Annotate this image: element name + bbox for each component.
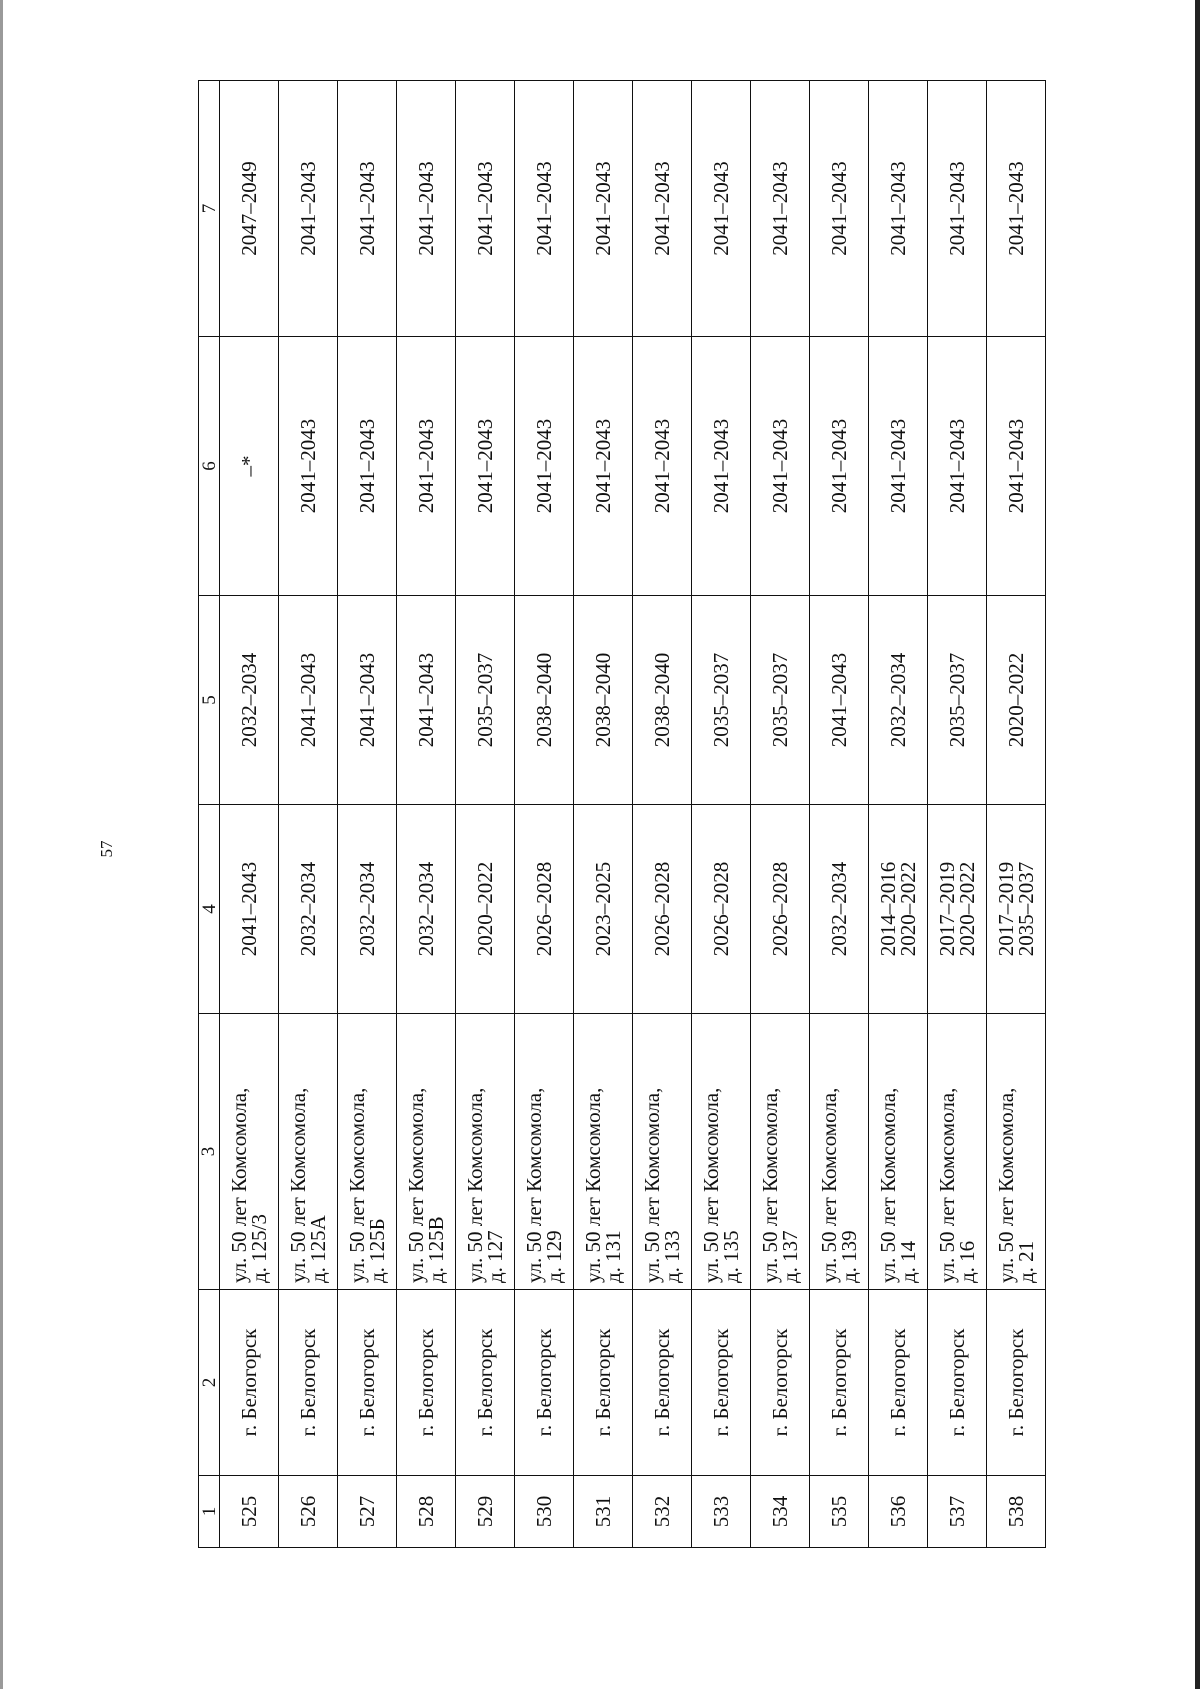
period-4-line-1: 2041–2043 [237,861,261,957]
address-street: ул. 50 лет Комсомола, [758,1087,782,1283]
address-house: д. 129 [542,1230,566,1283]
period-6-cell: 2041–2043 [869,337,928,596]
table-row [220,81,279,1548]
address-house: д. 125В [424,1216,448,1283]
column-header-1: 1 [199,1476,220,1548]
column-header-5: 5 [199,596,220,805]
city-cell: г. Белогорск [692,1290,751,1476]
period-7-cell: 2041–2043 [574,81,633,337]
period-6-cell: 2041–2043 [810,337,869,596]
table-row [574,81,633,1548]
table-row [692,81,751,1548]
period-5-cell: 2035–2037 [928,596,987,805]
period-5-cell: 2041–2043 [810,596,869,805]
address-street: ул. 50 лет Комсомола, [581,1087,605,1283]
address-cell [279,1014,338,1290]
period-7-cell: 2041–2043 [397,81,456,337]
period-6-cell: 2041–2043 [456,337,515,596]
city-cell: г. Белогорск [810,1290,869,1476]
address-street: ул. 50 лет Комсомола, [817,1087,841,1283]
address-cell [928,1014,987,1290]
period-4-line-1: 2014–2016 [876,861,900,957]
address-cell [574,1014,633,1290]
period-7-cell: 2041–2043 [751,81,810,337]
city-cell: г. Белогорск [574,1290,633,1476]
address-street: ул. 50 лет Комсомола, [935,1087,959,1283]
period-6-cell: 2041–2043 [279,337,338,596]
period-6-cell: 2041–2043 [692,337,751,596]
period-4-cell [397,805,456,1014]
period-5-cell: 2032–2034 [220,596,279,805]
address-cell [987,1014,1046,1290]
period-7-cell: 2041–2043 [338,81,397,337]
period-5-cell: 2038–2040 [515,596,574,805]
period-7-cell: 2041–2043 [515,81,574,337]
table-row [928,81,987,1548]
address-house: д. 135 [719,1230,743,1283]
period-4-line-1: 2026–2028 [768,861,792,957]
city-cell: г. Белогорск [751,1290,810,1476]
scan-edge-left [0,0,3,1689]
row-number-cell: 529 [456,1476,515,1548]
table-row [456,81,515,1548]
period-4-cell [810,805,869,1014]
city-cell: г. Белогорск [397,1290,456,1476]
period-6-cell: 2041–2043 [515,337,574,596]
row-number-cell: 537 [928,1476,987,1548]
row-number-cell: 536 [869,1476,928,1548]
schedule-table [198,80,1046,1548]
period-4-line-1: 2032–2034 [414,861,438,957]
period-7-cell: 2041–2043 [810,81,869,337]
row-number-cell: 527 [338,1476,397,1548]
row-number-cell: 526 [279,1476,338,1548]
table-row [279,81,338,1548]
period-5-cell: 2035–2037 [456,596,515,805]
period-4-cell [987,805,1046,1014]
period-5-cell: 2041–2043 [397,596,456,805]
period-7-cell: 2041–2043 [869,81,928,337]
period-7-cell: 2047–2049 [220,81,279,337]
row-number-cell: 538 [987,1476,1046,1548]
period-6-cell: –* [220,337,279,596]
period-4-line-1: 2023–2025 [591,861,615,957]
table-row [810,81,869,1548]
address-cell [692,1014,751,1290]
period-5-cell: 2038–2040 [574,596,633,805]
period-5-cell: 2041–2043 [338,596,397,805]
row-number-cell: 531 [574,1476,633,1548]
period-4-line-1: 2017–2019 [994,861,1018,957]
period-5-cell: 2032–2034 [869,596,928,805]
city-cell: г. Белогорск [928,1290,987,1476]
period-4-line-2: 2020–2022 [896,861,920,957]
address-house: д. 21 [1014,1240,1038,1283]
period-4-cell [338,805,397,1014]
row-number-cell: 533 [692,1476,751,1548]
period-4-line-1: 2026–2028 [532,861,556,957]
period-4-cell [692,805,751,1014]
row-number-cell: 525 [220,1476,279,1548]
table-row [869,81,928,1548]
table-row [751,81,810,1548]
period-5-cell: 2035–2037 [751,596,810,805]
row-number-cell: 528 [397,1476,456,1548]
period-7-cell: 2041–2043 [928,81,987,337]
address-street: ул. 50 лет Комсомола, [876,1087,900,1283]
period-7-cell: 2041–2043 [279,81,338,337]
period-5-cell: 2038–2040 [633,596,692,805]
period-6-cell: 2041–2043 [928,337,987,596]
row-number-cell: 532 [633,1476,692,1548]
page-number: 57 [97,840,116,858]
table-row [987,81,1046,1548]
table-row [397,81,456,1548]
period-4-line-2: 2035–2037 [1014,861,1038,957]
address-house: д. 125Б [365,1218,389,1283]
city-cell: г. Белогорск [338,1290,397,1476]
period-4-line-1: 2020–2022 [473,861,497,957]
row-number-cell: 534 [751,1476,810,1548]
period-4-cell [279,805,338,1014]
address-cell [869,1014,928,1290]
address-house: д. 139 [837,1230,861,1283]
address-street: ул. 50 лет Комсомола, [463,1087,487,1283]
period-6-cell: 2041–2043 [574,337,633,596]
period-4-line-2: 2020–2022 [955,861,979,957]
column-header-6: 6 [199,337,220,596]
period-4-cell [751,805,810,1014]
address-street: ул. 50 лет Комсомола, [522,1087,546,1283]
address-house: д. 125А [306,1215,330,1283]
city-cell: г. Белогорск [279,1290,338,1476]
period-4-cell [633,805,692,1014]
period-4-cell [220,805,279,1014]
city-cell: г. Белогорск [987,1290,1046,1476]
period-4-cell [515,805,574,1014]
period-6-cell: 2041–2043 [397,337,456,596]
period-4-line-1: 2032–2034 [296,861,320,957]
address-house: д. 137 [778,1230,802,1283]
row-number-cell: 535 [810,1476,869,1548]
address-street: ул. 50 лет Комсомола, [404,1087,428,1283]
table-row [515,81,574,1548]
period-6-cell: 2041–2043 [987,337,1046,596]
period-7-cell: 2041–2043 [456,81,515,337]
address-street: ул. 50 лет Комсомола, [994,1087,1018,1283]
period-4-cell [928,805,987,1014]
address-house: д. 125/3 [247,1213,271,1283]
column-header-3: 3 [199,1014,220,1290]
address-street: ул. 50 лет Комсомола, [640,1087,664,1283]
address-cell [751,1014,810,1290]
address-house: д. 14 [896,1240,920,1283]
city-cell: г. Белогорск [515,1290,574,1476]
period-7-cell: 2041–2043 [987,81,1046,337]
period-4-cell [574,805,633,1014]
period-4-line-1: 2017–2019 [935,861,959,957]
column-header-7: 7 [199,81,220,337]
address-street: ул. 50 лет Комсомола, [699,1087,723,1283]
period-6-cell: 2041–2043 [751,337,810,596]
address-cell [633,1014,692,1290]
address-cell [456,1014,515,1290]
address-cell [220,1014,279,1290]
period-4-line-1: 2032–2034 [827,861,851,957]
period-5-cell: 2020–2022 [987,596,1046,805]
column-header-4: 4 [199,805,220,1014]
period-5-cell: 2041–2043 [279,596,338,805]
address-cell [515,1014,574,1290]
address-cell [338,1014,397,1290]
column-header-2: 2 [199,1290,220,1476]
table-row [338,81,397,1548]
period-6-cell: 2041–2043 [338,337,397,596]
table-row [633,81,692,1548]
address-house: д. 127 [483,1230,507,1283]
period-4-line-1: 2026–2028 [650,861,674,957]
address-cell [397,1014,456,1290]
period-4-line-1: 2026–2028 [709,861,733,957]
address-house: д. 16 [955,1240,979,1283]
table-header-row [199,81,220,1548]
period-5-cell: 2035–2037 [692,596,751,805]
address-street: ул. 50 лет Комсомола, [286,1087,310,1283]
period-4-cell [456,805,515,1014]
address-street: ул. 50 лет Комсомола, [345,1087,369,1283]
city-cell: г. Белогорск [456,1290,515,1476]
address-street: ул. 50 лет Комсомола, [227,1087,251,1283]
city-cell: г. Белогорск [633,1290,692,1476]
period-7-cell: 2041–2043 [633,81,692,337]
city-cell: г. Белогорск [869,1290,928,1476]
period-4-cell [869,805,928,1014]
period-6-cell: 2041–2043 [633,337,692,596]
city-cell: г. Белогорск [220,1290,279,1476]
period-7-cell: 2041–2043 [692,81,751,337]
row-number-cell: 530 [515,1476,574,1548]
address-cell [810,1014,869,1290]
address-house: д. 133 [660,1230,684,1283]
address-house: д. 131 [601,1230,625,1283]
schedule-table-container [198,144,1046,1548]
period-4-line-1: 2032–2034 [355,861,379,957]
scan-edge-right [1195,0,1200,1689]
